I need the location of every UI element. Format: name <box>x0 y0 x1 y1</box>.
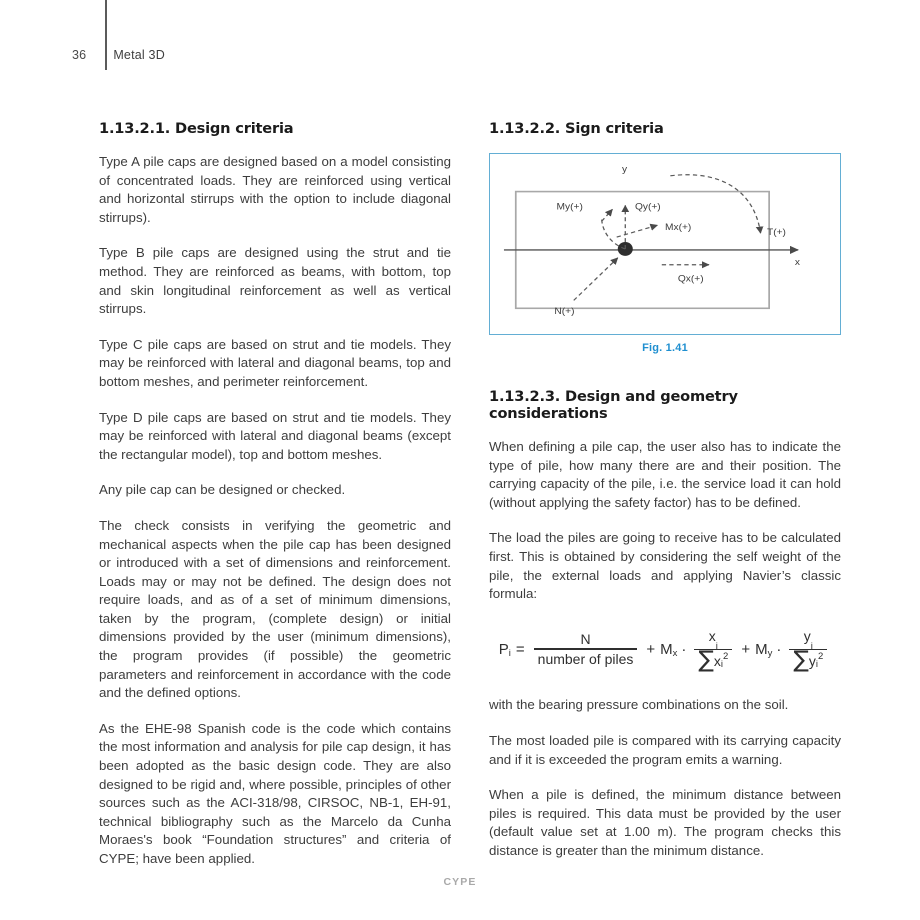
figure-caption: Fig. 1.41 <box>642 342 688 354</box>
paragraph: Type C pile caps are based on strut and tie models. They may be reinforced with lateral and diagonal beams, top and bottom meshes, and perimeter reinforcement. <box>99 336 451 389</box>
formula-term2-denominator <box>694 646 732 673</box>
n-arrow <box>574 258 618 301</box>
formula-plus-2: + <box>741 640 751 658</box>
left-column <box>99 120 451 869</box>
y-axis-label: y <box>622 164 628 175</box>
mx-arrow <box>617 225 658 237</box>
right-column <box>489 120 841 861</box>
formula-lhs <box>499 641 511 658</box>
formula-sum-y-sup: 2 <box>817 651 824 663</box>
paragraph: The check consists in verifying the geometric and mechanical aspects when the pile cap has been designed or introduced with a set of dimensions and reinforcement. Loads may or may not be defined. The design does not require loads, and as of a set of minimum dimensions, taken by the program, (complete design) or initial dimensions provided by the user (minimum dimensions), the program provides (if possible) the geometric parameters and reinforcement in accordance with the code and the defined options. <box>99 517 451 701</box>
my-label: My(+) <box>556 201 583 213</box>
paragraph: Any pile cap can be designed or checked. <box>99 482 346 498</box>
t-label: T(+) <box>766 227 786 238</box>
formula-my-sub: y <box>767 647 773 659</box>
navier-formula <box>489 628 841 671</box>
formula-mx: M <box>660 640 673 658</box>
x-axis-label: x <box>794 257 801 268</box>
formula-xi: x <box>708 627 716 644</box>
qy-label: Qy(+) <box>634 201 661 213</box>
formula-term2-fraction <box>694 628 732 671</box>
sigma-icon: ∑ <box>793 646 809 673</box>
paragraph: Type B pile caps are designed using the strut and tie method. They are reinforced as beams, with bottom, top and skin longitudinal reinforcement as well as vertical stirrups. <box>99 245 451 317</box>
section-heading-design-criteria: 1.13.2.1. Design criteria <box>99 120 294 137</box>
formula-dot-2: · <box>776 640 782 658</box>
my-arrow-head-line <box>602 209 613 221</box>
sign-criteria-diagram <box>490 154 840 334</box>
paragraph: with the bearing pressure combinations on the soil. <box>489 697 789 713</box>
formula-sum-x: x <box>713 652 721 669</box>
formula-yi: y <box>803 627 811 644</box>
figure-frame <box>489 153 841 335</box>
section-heading-design-geometry: 1.13.2.3. Design and geometry considerations <box>489 388 738 422</box>
formula-dot-1: · <box>681 640 687 658</box>
figure-sign-criteria <box>489 153 841 354</box>
formula-term1-numerator: N <box>580 631 591 648</box>
formula-term3-fraction <box>789 628 827 671</box>
formula-term1-denominator: number of piles <box>537 650 634 667</box>
formula-p: P <box>498 640 509 658</box>
qx-label: Qx(+) <box>677 273 704 285</box>
book-title: Metal 3D <box>113 48 165 62</box>
page-number: 36 <box>72 48 87 62</box>
paragraph: The most loaded pile is compared with its carrying capacity and if it is exceeded the program emits a warning. <box>489 733 841 767</box>
formula-equals: = <box>515 640 525 658</box>
paragraph: As the EHE-98 Spanish code is the code which contains the most information and analysis for pile cap design, it has been adopted as the basic design code. They are also designed to be rigid and, where possible, principles of other sources such as the ACI-318/98, CIRSOC, NB-1, EH-91, technical bibliography such as the Marcelo da Cunha Moraes's book “Foundation structures” and criteria of CYPE; have been applied. <box>99 720 451 866</box>
formula-yi-sub: i <box>810 640 813 652</box>
formula-sum-y: y <box>808 652 816 669</box>
formula-xi-sub: i <box>715 640 718 652</box>
formula-term3-numerator <box>800 627 817 652</box>
formula-plus-1: + <box>646 640 656 658</box>
formula-sum-y-sub: i <box>815 659 818 671</box>
formula-p-sub: i <box>508 647 511 659</box>
formula-sum-x-sup: 2 <box>723 651 729 663</box>
formula-my: M <box>755 640 768 658</box>
formula-sum-x-sub: i <box>720 659 724 671</box>
formula-term2-coefficient <box>660 641 677 658</box>
running-head <box>72 43 165 67</box>
paragraph: Type A pile caps are designed based on a model consisting of concentrated loads. They are reinforced using vertical and horizontal stirrups with the option to include diagonal stirrups). <box>99 154 451 225</box>
formula-term2-numerator <box>705 627 722 652</box>
paragraph: When defining a pile cap, the user also has to indicate the type of pile, how many there are and their position. The carrying capacity of the pile, i.e. the service load it can hold (without applying the safety factor) has to be defined. <box>489 439 841 510</box>
sigma-icon: ∑ <box>698 646 714 673</box>
formula-term1 <box>534 631 638 666</box>
footer-brand: CYPE <box>443 876 477 888</box>
section-heading-sign-criteria: 1.13.2.2. Sign criteria <box>489 120 664 137</box>
formula-term3-coefficient <box>755 641 772 658</box>
paragraph: When a pile is defined, the minimum distance between piles is required. This data must be provided by the user (default value set at 1.00 m). The program checks this distance is greater than the minimum distance. <box>489 787 841 859</box>
paragraph: Type D pile caps are based on strut and tie models. They may be reinforced with lateral and diagonal beams (except the rectangular model), top and bottom meshes. <box>99 409 451 462</box>
formula-mx-sub: x <box>672 647 678 659</box>
paragraph: The load the piles are going to receive has to be calculated first. This is obtained by considering the self weight of the pile, the external loads and applying Navier’s classic formula: <box>489 530 841 602</box>
mx-label: Mx(+) <box>665 222 692 234</box>
formula-term3-denominator <box>789 646 827 673</box>
n-label: N(+) <box>554 306 575 318</box>
